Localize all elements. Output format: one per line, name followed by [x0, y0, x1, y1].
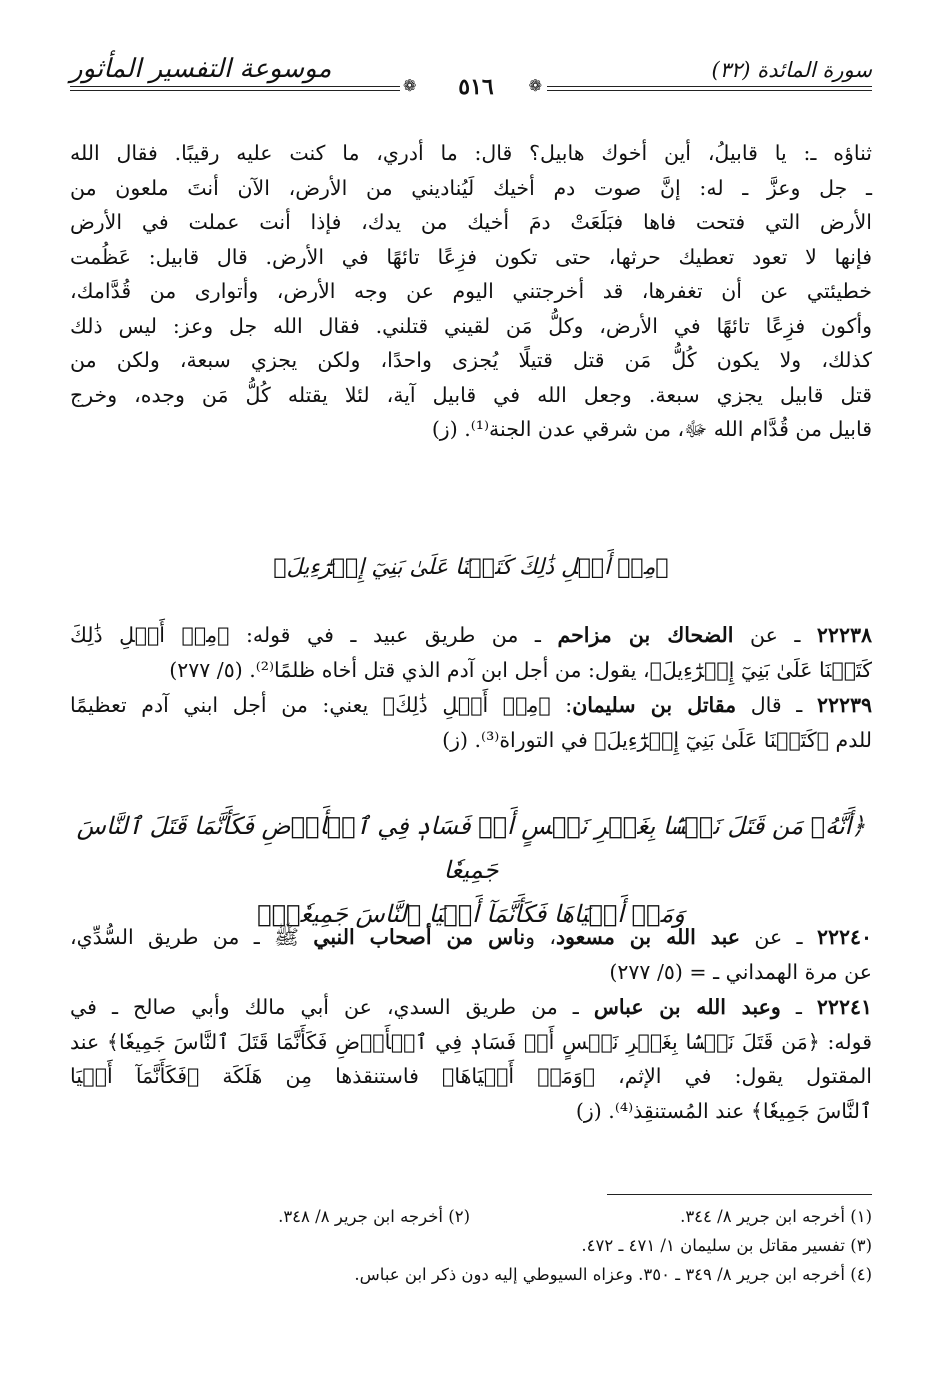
entry-number: ٢٢٢٣٨: [816, 623, 872, 647]
footnote-divider: [607, 1194, 872, 1195]
text-line: ثناؤه ـ: يا قابيلُ، أين أخوك هابيل؟ قال: ما أدري، ما كنت عليه رقيبًا. فقال الله: [70, 141, 872, 165]
text-line: ـ جل وعزَّ ـ له: إنَّ صوت دم أخيك لَيُناديني من الأرض، الآن أنتَ ملعون من: [70, 175, 872, 200]
document-page: [70, 52, 872, 1352]
book-title: موسوعة التفسير المأثور: [70, 54, 332, 84]
text-line: عن مرة الهمداني ـ = (٥/ ٢٧٧): [609, 959, 872, 984]
entry-22239: [70, 688, 872, 757]
page-number: ٥١٦: [458, 74, 494, 100]
footnote-row: [70, 1231, 872, 1260]
surah-title: سورة المائدة (٣٢): [711, 58, 872, 82]
text-line: ٢٢٢٤٠ ـ عن عبد الله بن مسعود، وناس من أصحاب النبي ﷺ ـ من طريق السُّدِّي،: [70, 925, 872, 949]
footnote: (٢) أخرجه ابن جرير ٨/ ٣٤٨.: [278, 1207, 470, 1226]
footnote-row: [70, 1202, 872, 1231]
verse-block: [70, 804, 872, 936]
text-line: ٢٢٢٣٩ ـ قال مقاتل بن سليمان: ﴿مِنۡ أَجۡلِ ذَٰلِكَ﴾ يعني: من أجل ابني آدم تعظيمًا: [70, 693, 872, 717]
verse-line: ﴿أَنَّهُۥ مَن قَتَلَ نَفۡسَۢا بِغَيۡرِ نَفۡسٍ أَوۡ فَسَادٖ فِي ٱلۡأَرۡضِ فَكَأَنَّمَا قَتَلَ ٱلنَّاسَ جَمِيعٗا: [76, 812, 866, 884]
text-line: ٢٢٢٣٨ ـ عن الضحاك بن مزاحم ـ من طريق عبيد ـ في قوله: ﴿مِنۡ أَجۡلِ ذَٰلِكَ: [70, 623, 872, 647]
verse-heading: ﴿مِنۡ أَجۡلِ ذَٰلِكَ كَتَبۡنَا عَلَىٰ بَنِيٓ إِسۡرَٰٓءِيلَ﴾: [273, 555, 669, 580]
text-line: للدم ﴿كَتَبۡنَا عَلَىٰ بَنِيٓ إِسۡرَٰٓءِيلَ﴾ في التوراة⁽³⁾. (ز): [442, 727, 872, 752]
footnote: (١) أخرجه ابن جرير ٨/ ٣٤٤.: [680, 1207, 872, 1226]
entry-22238: [70, 618, 872, 687]
header-rule-left: [70, 86, 400, 91]
text-line: قابيل من قُدَّام الله ﷻ، من شرقي عدن الجنة⁽¹⁾. (ز): [431, 417, 872, 441]
entry-number: ٢٢٢٤٠: [816, 925, 872, 949]
entry-number: ٢٢٢٣٩: [816, 693, 872, 717]
text-line: كَتَبۡنَا عَلَىٰ بَنِيٓ إِسۡرَٰٓءِيلَ﴾، يقول: من أجل ابن آدم الذي قتل أخاه ظلمًا⁽²⁾. (٥/ ٢٧٧): [169, 657, 872, 682]
text-line: وأكون فزِعًا تائهًا في الأرض، وكلُّ مَن لقيني قتلني. فقال الله جل وعز: ليس ذلك: [70, 313, 872, 338]
intro-paragraph: [70, 136, 872, 447]
text-line: ٢٢٢٤١ ـ وعبد الله بن عباس ـ من طريق السدي، عن أبي مالك وأبي صالح ـ في: [70, 995, 872, 1019]
text-line: قوله: ﴿مَن قَتَلَ نَفۡسَۢا بِغَيۡرِ نَفۡسٍ أَوۡ فَسَادٖ فِي ٱلۡأَرۡضِ فَكَأَنَّمَا قَتَلَ ٱلنَّاسَ جَمِيعٗا﴾ عند: [70, 1029, 872, 1054]
narrator-name: ناس من أصحاب النبي: [313, 925, 526, 949]
verse-line: وَمَنۡ أَحۡيَاهَا فَكَأَنَّمَآ أَحۡيَا ٱلنَّاسَ جَمِيعٗاۚ﴾: [257, 900, 685, 928]
text-line: المقتول يقول: في الإثم، ﴿وَمَنۡ أَحۡيَاهَا﴾ فاستنقذها مِن هَلَكَة ﴿فَكَأَنَّمَآ أَحۡيَا: [70, 1064, 872, 1088]
text-line: كذلك، ولا يكون كُلُّ مَن قتل قتيلًا يُجزى واحدًا، ولكن يجزي سبعة، ولكن من: [70, 348, 872, 372]
text-line: قتل قابيل يجزي سبعة. وجعل الله في قابيل آية، لئلا يقتله كُلُّ مَن وجده، وخرج: [70, 382, 872, 407]
entry-number: ٢٢٢٤١: [816, 995, 872, 1019]
ornament-icon: ❁: [528, 76, 542, 95]
entry-22240: [70, 920, 872, 989]
text-line: فإنها لا تعود تعطيك حرثها، حتى تكون فزِعًا تائهًا في الأرض. قال قابيل: عَظُمت: [70, 244, 872, 269]
text-line: الأرض التي فتحت فاها فبَلَعَتْ دمَ أخيك من يدك، فإذا أنت عملت في الأرض: [70, 210, 872, 234]
narrator-name: مقاتل بن سليمان: [572, 693, 737, 717]
narrator-name: عبد الله بن مسعود: [555, 925, 740, 949]
entry-22241: [70, 990, 872, 1128]
ornament-icon: ❁: [403, 76, 417, 95]
header-rule-right: [547, 86, 872, 91]
footnotes: [70, 1202, 872, 1289]
footnote: (٤) أخرجه ابن جرير ٨/ ٣٤٩ ـ ٣٥٠. وعزاه السيوطي إليه دون ذكر ابن عباس.: [354, 1265, 872, 1284]
narrator-name: الضحاك بن مزاحم: [557, 623, 734, 647]
page-header: [70, 52, 872, 108]
footnote-row: [70, 1260, 872, 1289]
footnote: (٣) تفسير مقاتل بن سليمان ١/ ٤٧١ ـ ٤٧٢.: [581, 1236, 872, 1255]
text-line: ٱلنَّاسَ جَمِيعٗا﴾ عند المُستنقِذ⁽⁴⁾. (ز): [575, 1098, 872, 1123]
text-line: خطيئتي عن أن تغفرها، قد أخرجتني اليوم عن وجه الأرض، وأتوارى من قُدَّامك،: [70, 279, 872, 303]
narrator-name: وعبد الله بن عباس: [593, 995, 781, 1019]
